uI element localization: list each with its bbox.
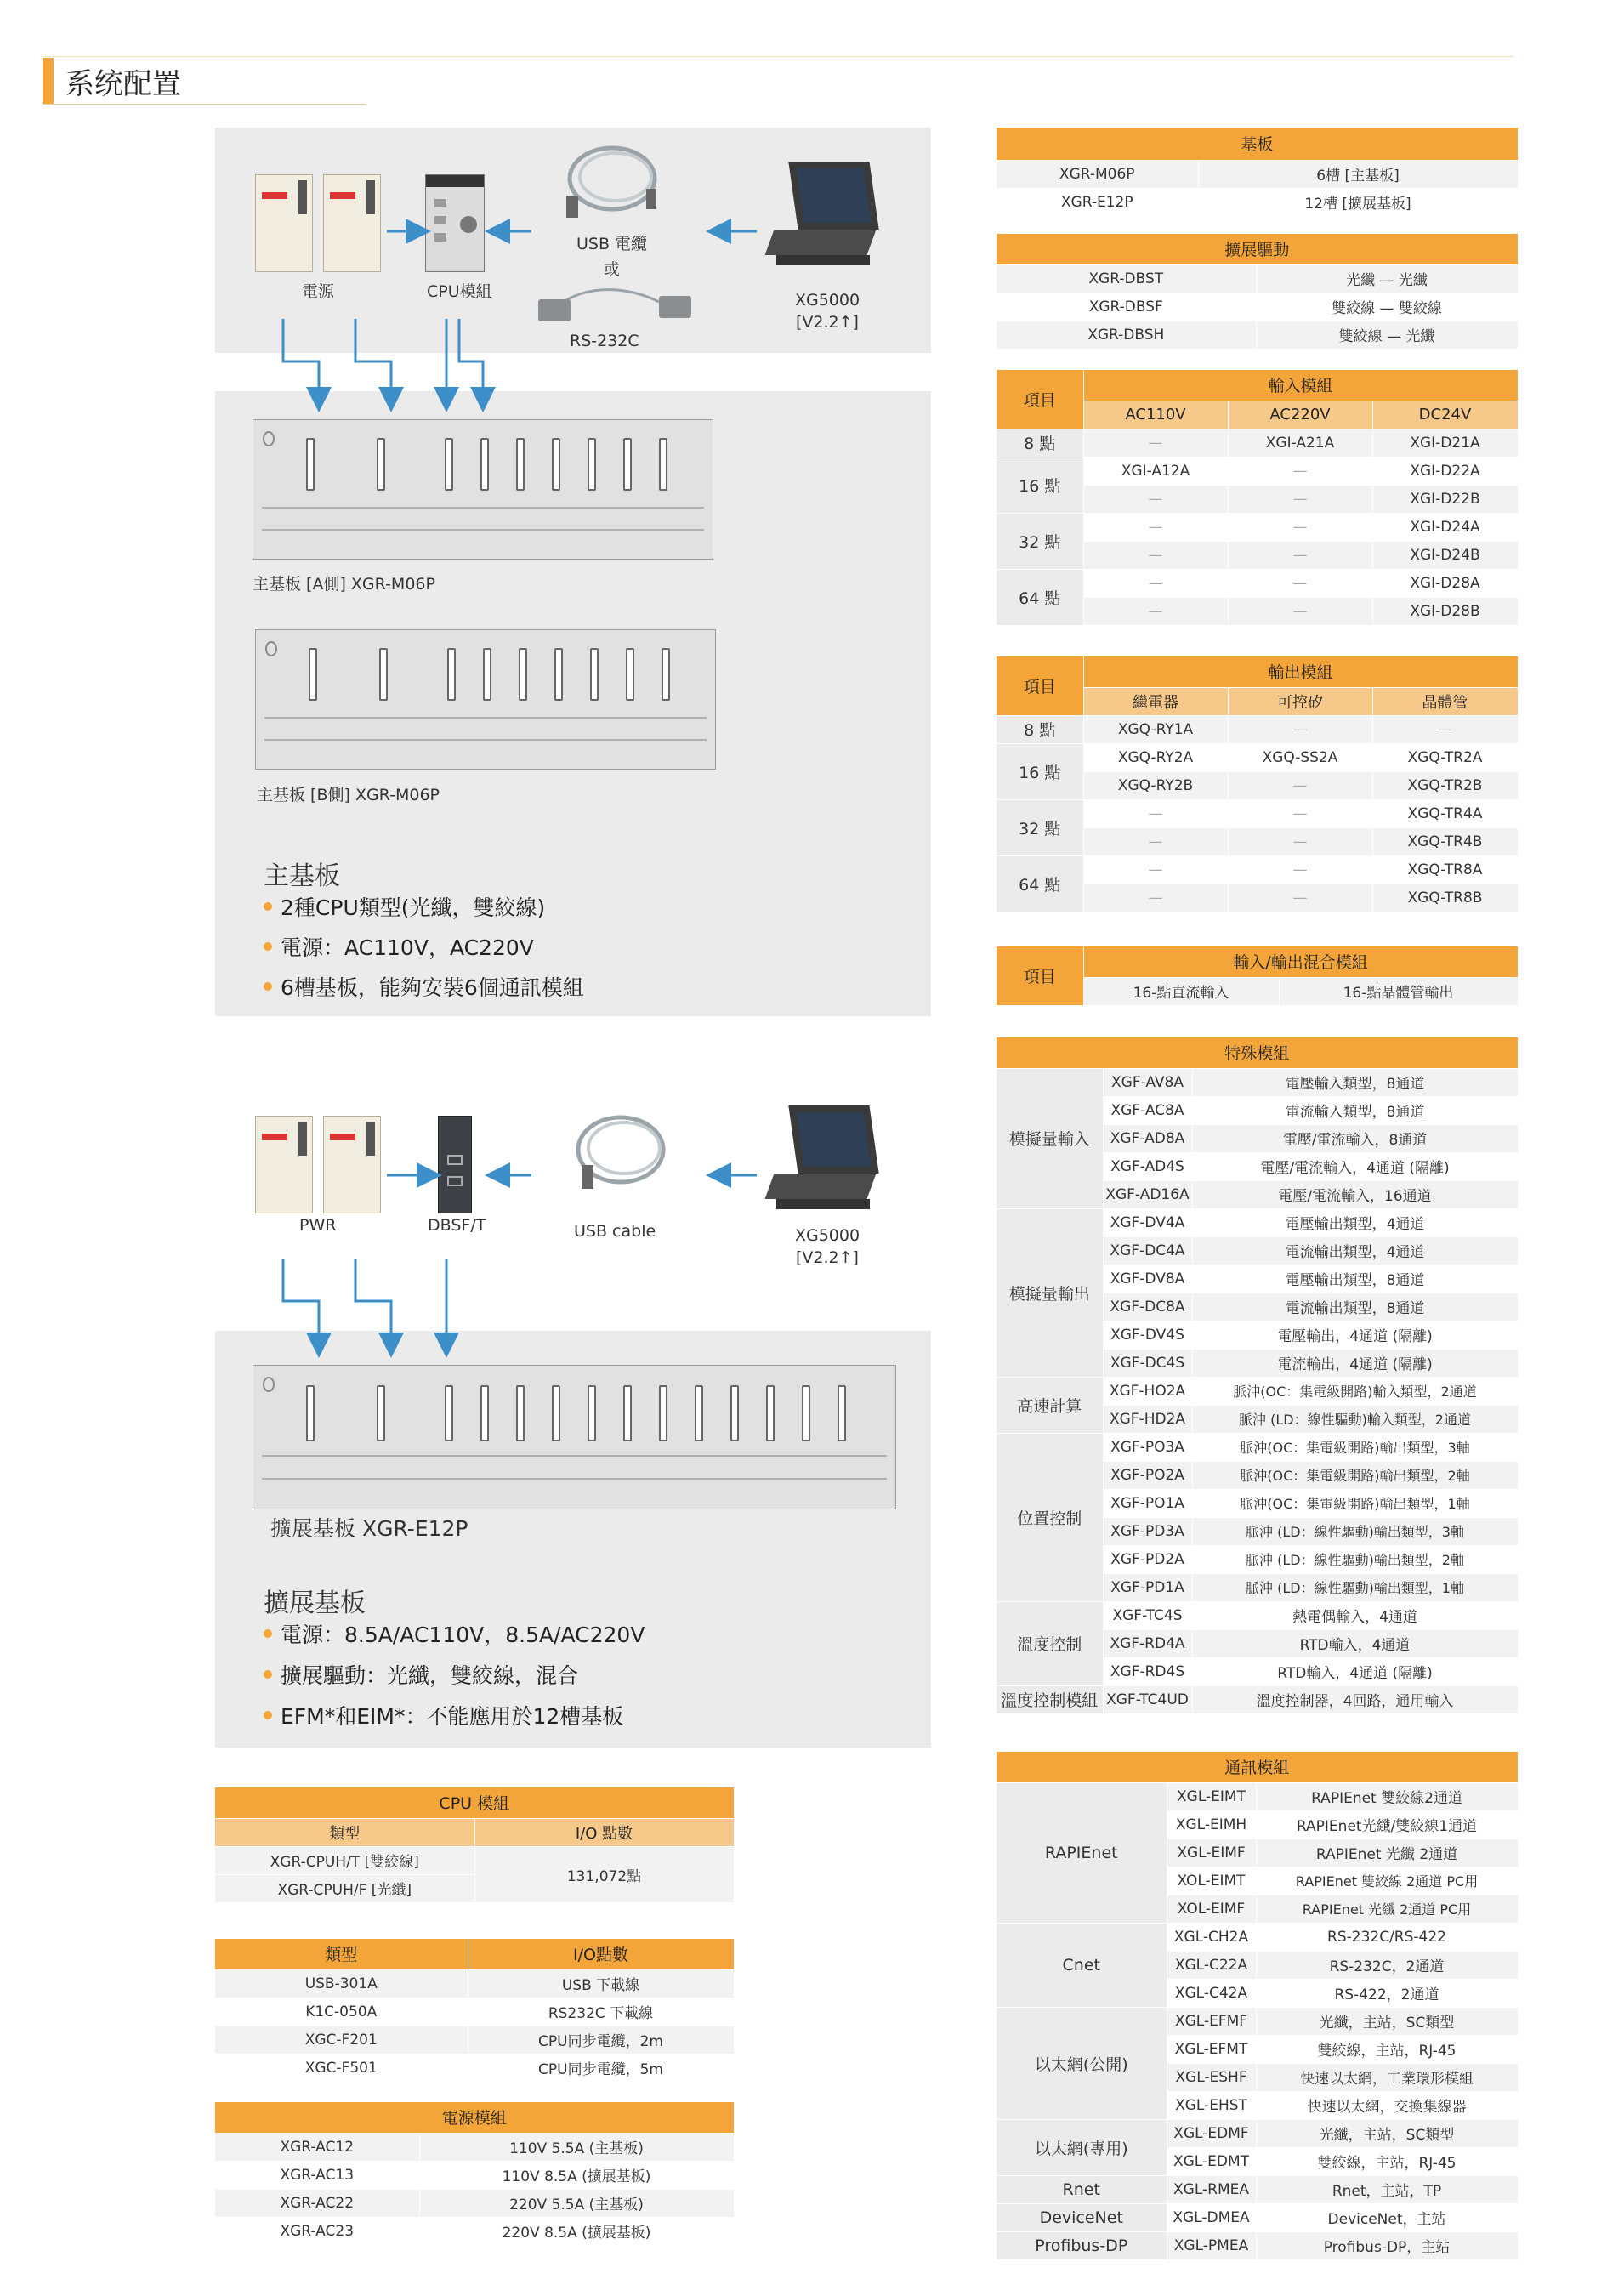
row-label: 64 點 [997,569,1083,625]
ext-base-bullet-3-text: EFM*和EIM*：不能應用於12槽基板 [281,1704,624,1729]
description-cell: DeviceNet，主站 [1256,2203,1518,2231]
table-cell: XGC-F501 [215,2054,468,2082]
table-power-title: 電源模組 [215,2102,734,2133]
table-ext-drive-title: 擴展驅動 [997,234,1518,264]
model-cell: XGF-HO2A [1103,1377,1192,1405]
table-mixed-title: 輸入/輸出混合模組 [1083,946,1518,977]
description-cell: 脈沖(OC：集電級開路)輸出類型，1軸 [1192,1489,1518,1517]
model-cell: XGL-PMEA [1167,2231,1256,2259]
table-cell: XGI-D22B [1372,485,1518,513]
model-cell: XGF-HD2A [1103,1405,1192,1433]
model-cell: XGF-TC4S [1103,1601,1192,1629]
model-cell: XGF-DV8A [1103,1265,1192,1293]
description-cell: RAPIEnet 雙絞線 2通道 PC用 [1256,1867,1518,1895]
table-cell: XGI-A21A [1228,429,1372,457]
description-cell: 雙絞線，主站，RJ-45 [1256,2035,1518,2063]
model-cell: XGF-DV4A [1103,1208,1192,1236]
table-cell: — [1228,799,1372,827]
description-cell: RTD輸入，4通道 (隔離) [1192,1657,1518,1685]
table-input-item: 項目 [997,370,1083,429]
table-cell: USB-301A [215,1969,468,1998]
group-label: Profibus-DP [997,2231,1167,2259]
row-label: 16 點 [997,457,1083,513]
description-cell: 電流輸出類型，8通道 [1192,1293,1518,1321]
description-cell: RS-422，2通道 [1256,1979,1518,2007]
mount-hole-icon [263,1377,275,1392]
table-cell: 雙絞線 — 光纖 [1256,321,1518,349]
table-cell: XGR-AC22 [215,2189,419,2217]
model-cell: XGL-EFMF [1167,2007,1256,2035]
rs232c-label: RS-232C [570,332,639,350]
model-cell: XGL-EDMT [1167,2147,1256,2175]
description-cell: 熱電偶輸入，4通道 [1192,1601,1518,1629]
description-cell: 電壓輸出類型，4通道 [1192,1208,1518,1236]
table-cell: 雙絞線 — 雙絞線 [1256,293,1518,321]
table-cell: XGQ-TR4A [1372,799,1518,827]
table-cell: XGI-D28A [1372,569,1518,597]
table-cell: — [1228,513,1372,541]
description-cell: 快速以太網，工業環形模組 [1256,2063,1518,2091]
table-output-col: 晶體管 [1372,687,1518,715]
model-cell: XGL-C42A [1167,1979,1256,2007]
table-cell: XGI-D28B [1372,597,1518,625]
table-cell: — [1228,569,1372,597]
model-cell: XGF-PD2A [1103,1545,1192,1573]
base-slot [588,1385,596,1441]
table-cell: XGC-F201 [215,2026,468,2054]
table-comm [997,1752,1519,2260]
group-label: RAPIEnet [997,1782,1167,1923]
model-cell: XGF-DC4A [1103,1236,1192,1265]
description-cell: 電壓輸入類型，8通道 [1192,1068,1518,1096]
table-cell: — [1228,485,1372,513]
table-power [215,2102,735,2246]
model-cell: XGF-RD4A [1103,1629,1192,1657]
model-cell: XGF-AD8A [1103,1124,1192,1152]
model-cell: XGL-ESHF [1167,2063,1256,2091]
table-cell: XGI-D22A [1372,457,1518,485]
main-base-bullet-3-text: 6槽基板，能夠安裝6個通訊模組 [281,975,584,1000]
table-cell: CPU同步電纜，5m [468,2054,734,2082]
table-cpu-col: I/O 點數 [474,1818,734,1846]
table-cell: XGQ-RY1A [1083,715,1228,743]
description-cell: 電壓輸出類型，8通道 [1192,1265,1518,1293]
table-cell: — [1083,884,1228,912]
table-special-title: 特殊模組 [997,1037,1518,1068]
description-cell: Profibus-DP，主站 [1256,2231,1518,2259]
description-cell: 脈沖(OC：集電級開路)輸出類型，3軸 [1192,1433,1518,1461]
main-base-bullet-2-text: 電源：AC110V，AC220V [281,935,534,960]
table-cell: — [1228,855,1372,884]
base-slot [623,1385,632,1441]
table-cpu-title: CPU 模組 [215,1787,734,1818]
table-base-title: 基板 [997,128,1518,160]
group-label: 高速計算 [997,1377,1103,1433]
model-cell: XGF-PO3A [1103,1433,1192,1461]
model-cell: XGF-AV8A [1103,1068,1192,1096]
base-slot [445,1385,453,1441]
table-cell: 110V 5.5A (主基板) [419,2133,734,2161]
ext-base-slots [253,1365,896,1509]
table-cell: — [1228,541,1372,569]
table-cell: — [1228,597,1372,625]
model-cell: XGF-PO2A [1103,1461,1192,1489]
model-cell: XGF-DV4S [1103,1321,1192,1349]
model-cell: XGF-AD16A [1103,1180,1192,1208]
row-label: 32 點 [997,513,1083,569]
group-label: 溫度控制模組 [997,1685,1103,1713]
table-cpu [215,1787,735,1903]
model-cell: XGL-CH2A [1167,1923,1256,1951]
table-cell: — [1228,884,1372,912]
xg5000-2-label: XG5000 [794,1226,860,1245]
description-cell: 電流輸入類型，8通道 [1192,1096,1518,1124]
model-cell: XGL-EFMT [1167,2035,1256,2063]
power-label: 電源 [302,282,335,301]
table-cell: — [1083,541,1228,569]
base-slot [695,1385,703,1441]
description-cell: 雙絞線，主站，RJ-45 [1256,2147,1518,2175]
table-comm-title: 通訊模組 [997,1752,1518,1782]
usb-cable-label: USB cable [574,1222,656,1241]
ext-base-bullet-1 [264,1618,645,1649]
base-slot [552,1385,560,1441]
table-cell: — [1228,457,1372,485]
model-cell: XGF-AD4S [1103,1152,1192,1180]
table-cell: — [1083,855,1228,884]
model-cell: XGF-PD3A [1103,1517,1192,1545]
table-cell: 16-點直流輸入 [1083,977,1279,1005]
base-slot [802,1385,810,1441]
group-label: 位置控制 [997,1433,1103,1601]
description-cell: Rnet，主站，TP [1256,2175,1518,2203]
table-cell: USB 下載線 [468,1969,734,1998]
table-cell: XGQ-RY2B [1083,771,1228,799]
model-cell: XGF-AC8A [1103,1096,1192,1124]
description-cell: RTD輸入，4通道 [1192,1629,1518,1657]
table-base [997,128,1519,217]
page-title-text: 系统配置 [65,66,181,101]
table-cell: — [1083,827,1228,855]
table-cell: XGQ-SS2A [1228,743,1372,771]
usb-label: USB 電纜 [576,235,648,253]
table-cpu-col: 類型 [215,1818,474,1846]
model-cell: XGF-PO1A [1103,1489,1192,1517]
row-label: 32 點 [997,799,1083,855]
table-cell: — [1083,485,1228,513]
description-cell: 光纖，主站，SC類型 [1256,2119,1518,2147]
table-cell: XGQ-TR2B [1372,771,1518,799]
table-output [997,656,1519,912]
base-slot [730,1385,739,1441]
ext-base-bullet-2-text: 擴展驅動：光纖，雙絞線，混合 [281,1663,579,1688]
table-cell: 131,072點 [474,1846,734,1902]
base-slot [838,1385,846,1441]
xg5000-label: XG5000 [794,291,860,310]
model-cell: XGL-EHST [1167,2091,1256,2119]
table-cell: XGQ-TR8A [1372,855,1518,884]
table-cell: K1C-050A [215,1998,468,2026]
group-label: DeviceNet [997,2203,1167,2231]
description-cell: 脈沖(OC：集電級開路)輸入類型，2通道 [1192,1377,1518,1405]
table-input-title: 輸入模組 [1083,370,1518,401]
table-cell: XGQ-TR8B [1372,884,1518,912]
row-label: 16 點 [997,743,1083,799]
table-cell: — [1083,429,1228,457]
base-slot [306,1385,315,1441]
description-cell: RAPIEnet光纖/雙絞線1通道 [1256,1810,1518,1839]
table-cell: XGI-D21A [1372,429,1518,457]
model-cell: XGF-TC4UD [1103,1685,1192,1713]
table-cell: 12槽 [擴展基板] [1198,188,1518,216]
table-cell: — [1083,569,1228,597]
model-cell: XGL-DMEA [1167,2203,1256,2231]
model-cell: XGF-RD4S [1103,1657,1192,1685]
table-cell: 220V 5.5A (主基板) [419,2189,734,2217]
description-cell: 電流輸出，4通道 (隔離) [1192,1349,1518,1377]
group-label: 溫度控制 [997,1601,1103,1685]
row-label: 64 點 [997,855,1083,912]
model-cell: XGL-EIMT [1167,1782,1256,1810]
table-cell: — [1083,513,1228,541]
group-label: 以太網(公開) [997,2007,1167,2119]
table-cell: — [1228,771,1372,799]
model-cell: XOL-EIMF [1167,1895,1256,1923]
table-cell: XGR-DBSH [997,321,1256,349]
table-cell: XGI-A12A [1083,457,1228,485]
row-label: 8 點 [997,715,1083,743]
description-cell: 電壓/電流輸入，16通道 [1192,1180,1518,1208]
description-cell: 電壓/電流輸入，8通道 [1192,1124,1518,1152]
ext-base-bullet-3 [264,1700,623,1731]
main-base-a-label: 主基板 [A側] XGR-M06P [253,575,435,594]
description-cell: 溫度控制器，4回路，通用輸入 [1192,1685,1518,1713]
table-ext-drive [997,234,1519,350]
table-mixed [997,946,1519,1006]
table-cell: XGR-DBSF [997,293,1256,321]
table-cell: RS232C 下載線 [468,1998,734,2026]
dbsf-label: DBSF/T [428,1216,486,1235]
table-cell: XGR-M06P [997,160,1198,188]
model-cell: XGL-C22A [1167,1951,1256,1979]
model-cell: XGF-PD1A [1103,1573,1192,1601]
description-cell: 電壓/電流輸入，4通道 (隔離) [1192,1152,1518,1180]
pwr-label: PWR [299,1216,337,1235]
table-cell: XGI-D24B [1372,541,1518,569]
base-slot [480,1385,489,1441]
description-cell: 脈沖 (LD：線性驅動)輸出類型，1軸 [1192,1573,1518,1601]
table-cell: XGQ-TR2A [1372,743,1518,771]
table-cell: — [1372,715,1518,743]
table-cell: XGI-D24A [1372,513,1518,541]
ext-base-bullet-1-text: 電源：8.5A/AC110V，8.5A/AC220V [281,1623,645,1647]
group-label: Rnet [997,2175,1167,2203]
table-special [997,1037,1519,1714]
description-cell: 電流輸出類型，4通道 [1192,1236,1518,1265]
base-slot [766,1385,775,1441]
table-output-item: 項目 [997,656,1083,715]
model-cell: XGF-DC8A [1103,1293,1192,1321]
main-base-heading: 主基板 [264,861,340,891]
base-slot [516,1385,525,1441]
model-cell: XGL-EDMF [1167,2119,1256,2147]
table-cell: XGR-E12P [997,188,1198,216]
table-cell: XGQ-TR4B [1372,827,1518,855]
table-cell: XGR-AC13 [215,2161,419,2189]
table-cell: XGR-DBST [997,264,1256,293]
main-base-b-label: 主基板 [B側] XGR-M06P [257,786,440,804]
model-cell: XGL-RMEA [1167,2175,1256,2203]
model-cell: XGL-EIMH [1167,1810,1256,1839]
table-cell: 110V 8.5A (擴展基板) [419,2161,734,2189]
model-cell: XOL-EIMT [1167,1867,1256,1895]
table-cable-col: I/O點數 [468,1939,734,1969]
table-input-col: AC110V [1083,401,1228,429]
description-cell: RS-232C/RS-422 [1256,1923,1518,1951]
xg5000-version-label: [V2.2↑] [796,313,859,332]
description-cell: 電壓輸出，4通道 (隔離) [1192,1321,1518,1349]
table-input [997,370,1519,626]
table-cell: XGR-AC23 [215,2217,419,2245]
table-cell: XGQ-RY2A [1083,743,1228,771]
description-cell: RAPIEnet 光纖 2通道 [1256,1839,1518,1867]
ext-base-heading: 擴展基板 [264,1588,366,1618]
table-cell: 光纖 — 光纖 [1256,264,1518,293]
row-label: 8 點 [997,429,1083,457]
ext-base-label: 擴展基板 XGR-E12P [270,1516,468,1541]
or-label: 或 [604,260,621,279]
table-cell: XGR-CPUH/T [雙絞線] [215,1846,474,1874]
base-slot [659,1385,667,1441]
cpu-label: CPU模組 [427,282,492,301]
description-cell: 脈沖 (LD：線性驅動)輸出類型，2軸 [1192,1545,1518,1573]
table-cell: 220V 8.5A (擴展基板) [419,2217,734,2245]
description-cell: 脈沖 (LD：線性驅動)輸入類型，2通道 [1192,1405,1518,1433]
table-cell: — [1083,799,1228,827]
description-cell: 脈沖(OC：集電級開路)輸出類型，2軸 [1192,1461,1518,1489]
table-cell: 16-點晶體管輸出 [1279,977,1518,1005]
table-output-title: 輸出模組 [1083,656,1518,687]
table-cell: XGR-AC12 [215,2133,419,2161]
description-cell: RAPIEnet 雙絞線2通道 [1256,1782,1518,1810]
table-cell: CPU同步電纜，2m [468,2026,734,2054]
table-cell: — [1083,597,1228,625]
description-cell: 脈沖 (LD：線性驅動)輸出類型，3軸 [1192,1517,1518,1545]
table-cell: 6槽 [主基板] [1198,160,1518,188]
group-label: 以太網(專用) [997,2119,1167,2175]
table-cable [215,1939,735,2083]
table-output-col: 可控矽 [1228,687,1372,715]
table-output-col: 繼電器 [1083,687,1228,715]
table-input-col: AC220V [1228,401,1372,429]
description-cell: 快速以太網，交換集線器 [1256,2091,1518,2119]
table-cell: — [1228,827,1372,855]
description-cell: RAPIEnet 光纖 2通道 PC用 [1256,1895,1518,1923]
ext-base-bullet-2 [264,1659,578,1690]
table-cell: — [1228,715,1372,743]
base-slot [377,1385,385,1441]
table-cable-col: 類型 [215,1939,468,1969]
model-cell: XGL-EIMF [1167,1839,1256,1867]
main-base-bullet-1-text: 2種CPU類型(光纖，雙絞線) [281,895,546,920]
group-label: 模擬量輸出 [997,1208,1103,1377]
model-cell: XGF-DC4S [1103,1349,1192,1377]
group-label: Cnet [997,1923,1167,2007]
table-input-col: DC24V [1372,401,1518,429]
table-mixed-item: 項目 [997,946,1083,1005]
xg5000-2-version-label: [V2.2↑] [796,1248,859,1267]
description-cell: 光纖，主站，SC類型 [1256,2007,1518,2035]
description-cell: RS-232C，2通道 [1256,1951,1518,1979]
group-label: 模擬量輸入 [997,1068,1103,1208]
table-cell: XGR-CPUH/F [光纖] [215,1874,474,1902]
